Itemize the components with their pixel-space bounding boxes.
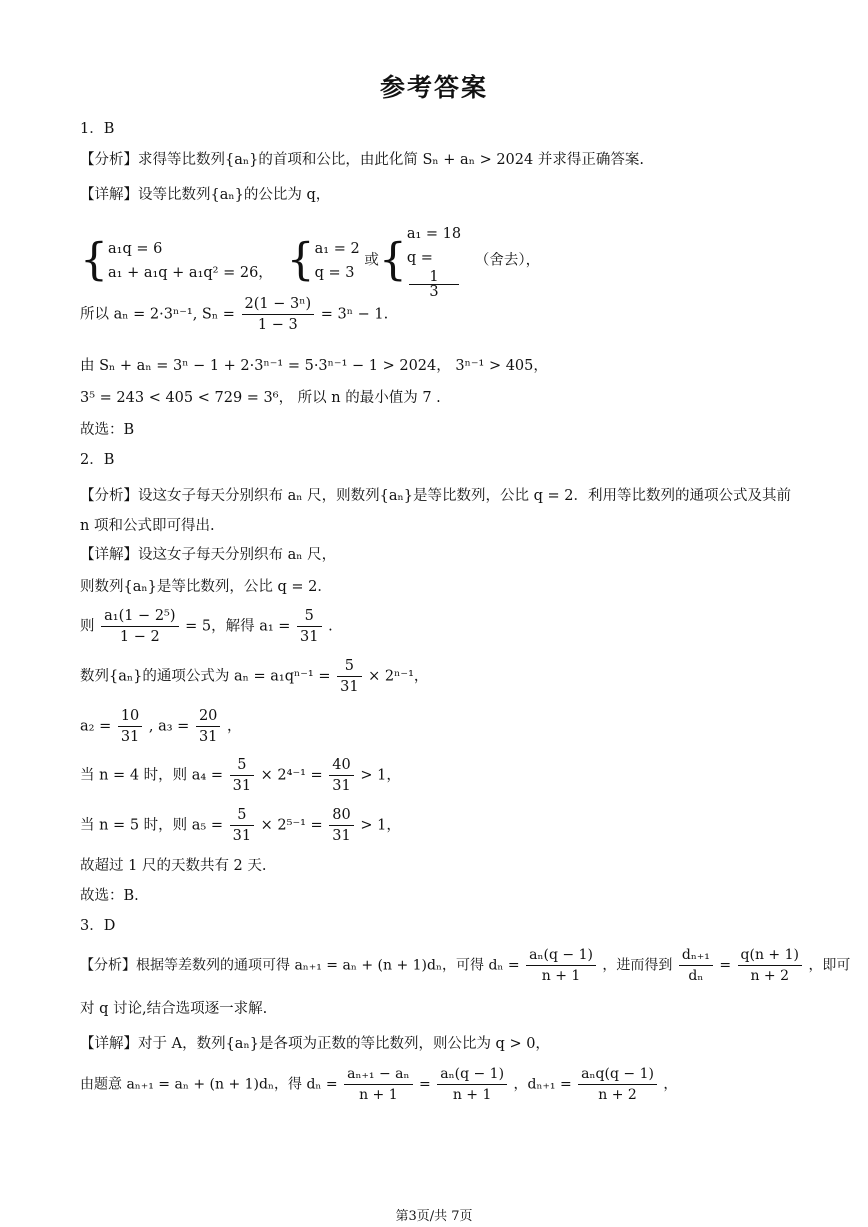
denominator: 3 [429, 284, 439, 300]
q3-derivation [80, 1064, 798, 1108]
fraction [738, 945, 802, 986]
denominator: 1 − 2 [119, 629, 160, 645]
analysis-prefix: 【分析】根据等差数列的通项可得 aₙ₊₁ = aₙ + (n + 1)dₙ，可得 dₙ = [80, 957, 520, 974]
denominator: 31 [120, 729, 140, 745]
q2-then: 则数列{aₙ}是等比数列，公比 q = 2． [80, 579, 332, 595]
eq-suffix: . [328, 618, 333, 635]
denominator: 31 [232, 778, 252, 794]
q2-general-term [80, 656, 798, 700]
numerator: 40 [329, 755, 353, 776]
n5-prefix: 当 n = 5 时，则 a₅ = [80, 817, 223, 834]
numerator: 5 [297, 606, 321, 627]
q1-inequality: 由 Sₙ + aₙ = 3ⁿ − 1 + 2·3ⁿ⁻¹ = 5·3ⁿ⁻¹ − 1 > 2024， 3ⁿ⁻¹ > 405， [80, 358, 548, 374]
numerator: 10 [118, 706, 142, 727]
a2-prefix: a₂ = [80, 718, 112, 735]
fraction [230, 805, 254, 846]
q2-analysis: 【分析】设这女子每天分别织布 aₙ 尺，则数列{aₙ}是等比数列，公比 q = 2．利用等比数列的通项公式及其前 n 项和公式即可得出. [80, 488, 791, 534]
equals-sign: = [419, 1076, 431, 1093]
denominator: 31 [198, 729, 218, 745]
numerator: 2(1 − 3ⁿ) [242, 294, 315, 315]
q1-choice: 故选：B [80, 422, 135, 438]
denominator: n + 1 [452, 1087, 492, 1103]
equation-2: a₁ + a₁q + a₁q² = 26， [108, 264, 273, 281]
denominator: 31 [332, 828, 351, 844]
numerator: 20 [196, 706, 220, 727]
numerator: q(n + 1) [738, 945, 802, 966]
fraction [230, 755, 254, 796]
q-equals: q = [406, 250, 433, 266]
a3-prefix: , a₃ = [148, 718, 190, 735]
page-number: 第3页/共 7页 [395, 1209, 473, 1224]
numerator: 5 [337, 656, 361, 677]
numerator: a₁(1 − 2⁵) [101, 606, 178, 627]
derivation-prefix: 由题意 aₙ₊₁ = aₙ + (n + 1)dₙ，得 dₙ = [80, 1076, 338, 1093]
eq-middle: = 5，解得 a₁ = [185, 618, 291, 635]
denominator: 31 [332, 778, 351, 794]
q3-analysis-line2: 对 q 讨论,结合选项逐一求解. [80, 1001, 268, 1017]
denominator: 31 [340, 679, 359, 695]
left-brace: { [80, 234, 108, 286]
q1-so-line [80, 294, 798, 340]
q2-conclusion: 故超过 1 尺的天数共有 2 天. [80, 858, 267, 874]
solution-1 [315, 237, 360, 285]
numerator: aₙ(q − 1) [526, 945, 596, 966]
n4-prefix: 当 n = 4 时，则 a₄ = [80, 767, 223, 784]
denominator: 31 [300, 629, 319, 645]
fraction [329, 755, 353, 796]
fraction [242, 294, 315, 335]
n4-middle: × 2⁴⁻¹ = [260, 767, 323, 784]
q3-analysis [80, 945, 851, 989]
system-equations [108, 237, 273, 285]
denominator: n + 1 [359, 1087, 398, 1103]
numerator: 1 [409, 270, 459, 285]
page-title: 参考答案 [379, 73, 488, 102]
equals-sign: = [719, 957, 732, 974]
q2-detail: 【详解】设这女子每天分别织布 aₙ 尺， [80, 547, 337, 563]
general-suffix: × 2ⁿ⁻¹， [368, 668, 429, 685]
q2-a2-a3 [80, 706, 798, 750]
numerator: aₙq(q − 1) [578, 1064, 657, 1085]
q2-n5 [80, 805, 798, 849]
fraction [196, 706, 220, 747]
q1-analysis: 【分析】求得等比数列{aₙ}的首项和公比，由此化简 Sₙ + aₙ > 2024 并求得正确答案. [80, 152, 644, 168]
general-prefix: 数列{aₙ}的通项公式为 aₙ = a₁qⁿ⁻¹ = [80, 668, 331, 685]
numerator: 80 [329, 805, 353, 826]
q1-powers: 3⁵ = 243 < 405 < 729 = 3⁶， 所以 n 的最小值为 7 . [80, 390, 441, 406]
a3-suffix: ， [227, 718, 242, 735]
fraction [344, 1064, 412, 1105]
fraction [679, 945, 713, 986]
denominator: 1 − 3 [257, 317, 298, 333]
solution-1-a1: a₁ = 2 [314, 240, 360, 257]
q1-system [80, 222, 798, 300]
q2-heading: 2．B [80, 452, 115, 468]
derivation-suffix: ， [663, 1076, 678, 1093]
denominator: n + 1 [541, 968, 581, 984]
numerator: 5 [230, 805, 254, 826]
denominator: dₙ [688, 968, 704, 984]
q2-choice: 故选：B. [80, 888, 139, 904]
q2-n4 [80, 755, 798, 799]
analysis-middle: ，进而得到 [602, 957, 673, 974]
q1-detail: 【详解】设等比数列{aₙ}的公比为 q， [80, 187, 331, 203]
fraction [337, 656, 361, 697]
solution-1-q: q = 3 [314, 264, 355, 281]
n5-suffix: > 1， [360, 817, 401, 834]
fraction [118, 706, 142, 747]
eq-prefix: 则 [80, 618, 95, 635]
equation-1: a₁q = 6 [108, 240, 163, 257]
q2-equation [80, 606, 798, 650]
q3-heading: 3．D [80, 918, 116, 934]
or-text: 或 [364, 252, 379, 269]
denominator: 31 [232, 828, 252, 844]
q3-detail: 【详解】对于 A，数列{aₙ}是各项为正数的等比数列，则公比为 q > 0， [80, 1036, 550, 1052]
solution-2-a1: a₁ = 18 [406, 226, 462, 242]
analysis-suffix: ，即可 [808, 957, 851, 974]
fraction [526, 945, 596, 986]
fraction [101, 606, 178, 647]
n5-middle: × 2⁵⁻¹ = [260, 817, 323, 834]
derivation-middle: ，dₙ₊₁ = [513, 1076, 572, 1093]
numerator: aₙ(q − 1) [437, 1064, 507, 1085]
numerator: 5 [230, 755, 254, 776]
numerator: dₙ₊₁ [679, 945, 713, 966]
numerator: aₙ₊₁ − aₙ [344, 1064, 412, 1085]
q1-heading: 1．B [80, 121, 115, 137]
solution-2 [407, 222, 461, 299]
so-prefix: 所以 aₙ = 2·3ⁿ⁻¹, Sₙ = [80, 306, 235, 323]
left-brace: { [378, 234, 407, 286]
so-suffix: = 3ⁿ − 1. [320, 306, 389, 323]
fraction [297, 606, 321, 647]
discard-note: （舍去）， [474, 252, 541, 269]
denominator: n + 2 [750, 968, 790, 984]
n4-suffix: > 1， [360, 767, 401, 784]
fraction [578, 1064, 657, 1105]
left-brace: { [286, 234, 315, 286]
fraction [437, 1064, 507, 1105]
fraction [329, 805, 353, 846]
solution-2-q [407, 246, 461, 299]
denominator: n + 2 [598, 1087, 637, 1103]
